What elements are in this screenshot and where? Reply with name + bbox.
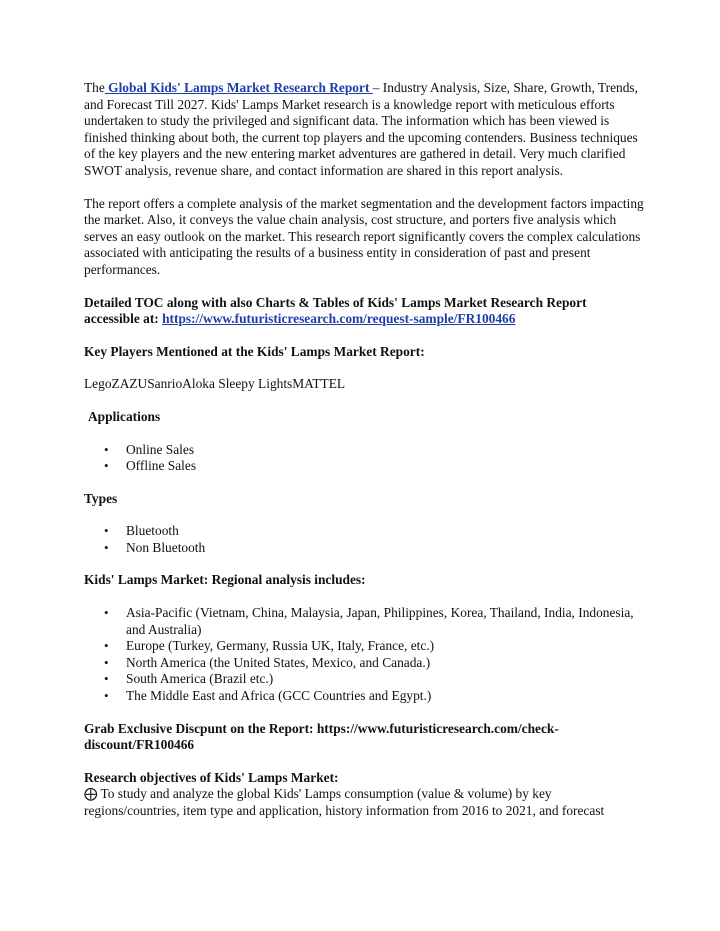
types-list: [84, 523, 644, 556]
list-item: • South America (Brazil etc.): [84, 671, 644, 688]
objective-text: To study and analyze the global Kids' Lamps consumption (value & volume) by key regions/countries, item type and application, history information from 2016 to 2021, and forecast: [84, 786, 605, 818]
applications-heading: Applications: [88, 408, 161, 424]
discount-paragraph: Grab Exclusive Discpunt on the Report: https://www.futuristicresearch.com/check-discount/FR100466: [84, 720, 559, 753]
objective-item: [84, 786, 644, 819]
list-item: • Bluetooth: [84, 523, 644, 540]
types-heading: Types: [84, 490, 118, 506]
list-item: • Europe (Turkey, Germany, Russia UK, Italy, France, etc.): [84, 638, 644, 655]
intro-paragraph: [84, 80, 644, 180]
intro-text: – Industry Analysis, Size, Share, Growth, Trends, and Forecast Till 2027. Kids' Lamps Market research is a knowledge report with meticulous efforts undertaken to study the privileged and significant data. The information which has been viewed is finished thinking about both, the current top players and the upcoming contenders. Business techniques of the key players and the new entering market adventures are gathered in detail. Very much clarified SWOT analysis, revenue share, and contact information are shared in this report analysis.: [84, 80, 638, 178]
circled-plus-icon: ⨁: [84, 786, 98, 802]
list-item: • Non Bluetooth: [84, 540, 644, 557]
list-item: • The Middle East and Africa (GCC Countries and Egypt.): [84, 688, 644, 705]
toc-paragraph: [84, 295, 644, 328]
regional-list: [84, 605, 644, 705]
toc-text: Detailed TOC along with also Charts & Tables of Kids' Lamps Market Research Report accessible at:: [84, 294, 587, 327]
intro-prefix: The: [84, 80, 105, 95]
request-sample-link[interactable]: https://www.futuristicresearch.com/request-sample/FR100466: [162, 311, 516, 327]
applications-list: [84, 442, 644, 475]
list-item: • North America (the United States, Mexico, and Canada.): [84, 655, 644, 672]
key-players-heading: Key Players Mentioned at the Kids' Lamps Market Report:: [84, 343, 425, 359]
segmentation-paragraph: The report offers a complete analysis of the market segmentation and the development factors impacting the market. Also, it conveys the value chain analysis, cost structure, and porters five analysis which serves an easy outlook on the market. This research report significantly covers the complex calculations associated with anticipating the results of a business entity in consideration of past and present performances.: [84, 195, 644, 277]
report-title-link[interactable]: Global Kids' Lamps Market Research Report: [104, 80, 373, 95]
document-page: [84, 80, 644, 820]
key-players-list: LegoZAZUSanrioAloka Sleepy LightsMATTEL: [84, 376, 346, 392]
list-item: • Asia-Pacific (Vietnam, China, Malaysia, Japan, Philippines, Korea, Thailand, India, Indonesia, and Australia): [84, 605, 644, 638]
list-item: • Online Sales: [84, 442, 644, 459]
objectives-heading: Research objectives of Kids' Lamps Market:: [84, 769, 339, 785]
list-item: • Offline Sales: [84, 458, 644, 475]
regional-heading: Kids' Lamps Market: Regional analysis includes:: [84, 572, 366, 588]
